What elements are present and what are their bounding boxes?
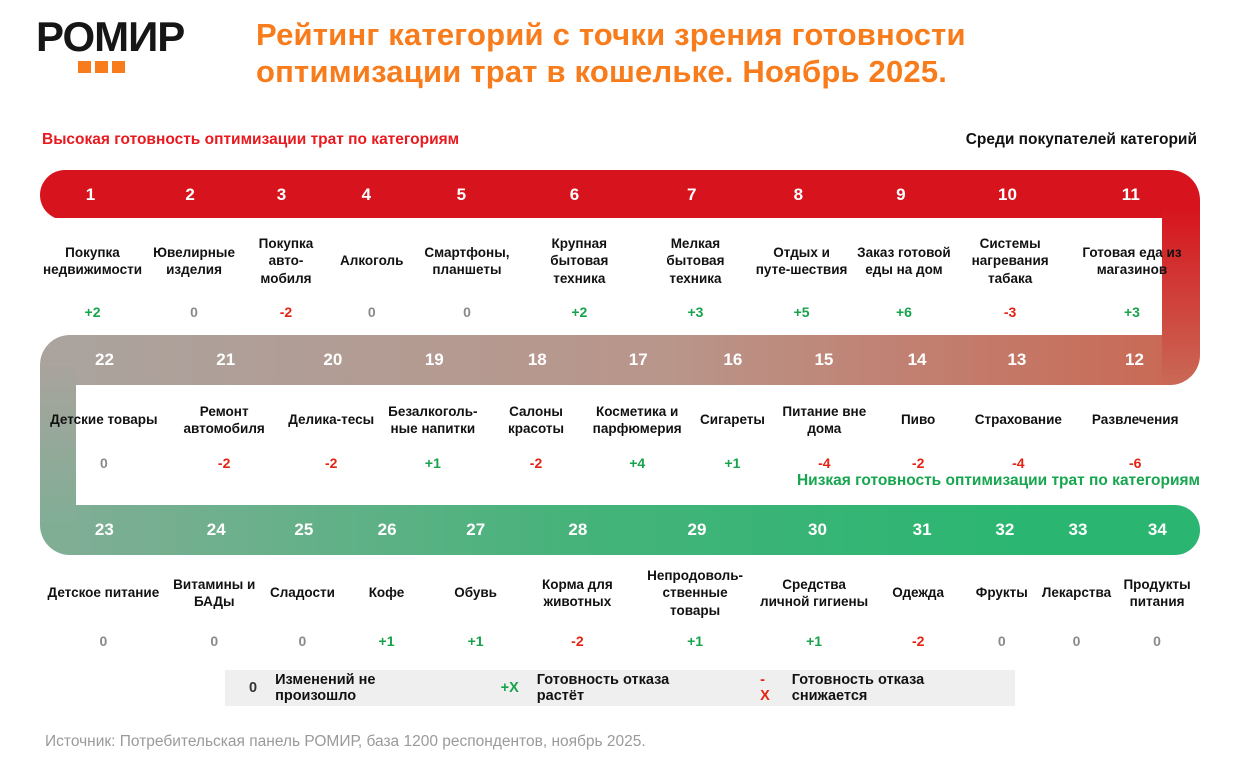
category-change: 0	[99, 455, 108, 471]
category-change: 0	[463, 304, 471, 320]
rank-number: 23	[94, 520, 114, 539]
category-change: +1	[687, 633, 704, 649]
logo-dot-icon	[78, 61, 91, 73]
category-label: Питание вне дома	[782, 403, 867, 436]
among-buyers-label: Среди покупателей категорий	[965, 131, 1197, 148]
category-cell	[639, 225, 751, 320]
rank-number: 14	[907, 350, 927, 369]
category-change: -4	[818, 455, 831, 471]
category-change: 0	[1153, 633, 1161, 649]
category-label: Отдых и путе-шествия	[755, 244, 848, 277]
category-cell	[956, 225, 1064, 320]
category-change: -2	[571, 633, 584, 649]
category-label: Обувь	[454, 585, 497, 601]
category-change: -4	[1012, 455, 1025, 471]
legend-bar	[225, 670, 1015, 706]
category-cell	[779, 392, 870, 471]
low-readiness-label: Низкая готовность оптимизации трат по категориям	[796, 472, 1200, 489]
category-change: +1	[378, 633, 395, 649]
rank-number: 19	[424, 350, 444, 369]
category-cell	[870, 392, 966, 471]
category-cell	[167, 560, 262, 649]
category-change: -2	[217, 455, 231, 471]
rank-number: 2	[185, 185, 195, 204]
rank-number: 1	[85, 185, 96, 204]
legend-symbol: 0	[249, 680, 258, 696]
category-label: Фрукты	[975, 585, 1028, 601]
logo-dot-icon	[95, 61, 108, 73]
category-label: Страхование	[974, 412, 1062, 428]
category-label: Крупная бытовая техника	[550, 236, 609, 286]
logo-dot-icon	[112, 61, 125, 73]
category-label: Детские товары	[50, 412, 158, 428]
rank-number: 22	[95, 350, 114, 369]
category-label: Пиво	[900, 412, 936, 428]
rank-numbers-row-3	[40, 505, 1200, 555]
category-label: Покупка недвижимости	[43, 244, 142, 277]
category-label: Алкоголь	[340, 253, 404, 269]
category-change: 0	[190, 304, 198, 320]
romir-logo-text: РОМИР	[36, 13, 185, 60]
rank-number: 29	[687, 520, 707, 539]
category-label: Смартфоны, планшеты	[424, 244, 510, 277]
category-cell	[1064, 225, 1200, 320]
category-cell	[1039, 560, 1114, 649]
page-title	[256, 16, 1206, 90]
category-change: -6	[1128, 455, 1142, 471]
category-change: -2	[324, 455, 338, 471]
category-label: Кофе	[368, 585, 405, 601]
rank-numbers-row-1	[40, 170, 1200, 220]
category-cell	[966, 392, 1070, 471]
rank-numbers-row-2	[40, 335, 1200, 385]
category-change: +1	[724, 455, 741, 471]
rank-number: 9	[896, 185, 906, 204]
category-cell	[145, 225, 243, 320]
category-label: Косметика и парфюмерия	[592, 403, 682, 436]
rank-number: 10	[998, 185, 1017, 204]
category-label: Делика-тесы	[288, 412, 375, 428]
legend-text: Изменений не произошло	[275, 672, 376, 704]
category-change: -2	[279, 304, 293, 320]
category-cell	[40, 225, 145, 320]
legend-symbol: +X	[500, 680, 519, 696]
category-cell	[40, 560, 167, 649]
rank-number: 16	[723, 350, 743, 369]
category-change: 0	[997, 633, 1006, 649]
category-change: +1	[806, 633, 823, 649]
rank-number: 7	[687, 185, 697, 204]
category-label: Лекарства	[1041, 585, 1112, 601]
rank-number: 26	[377, 520, 397, 539]
category-change: +3	[1123, 304, 1140, 320]
category-cell	[757, 560, 872, 649]
category-cell	[634, 560, 757, 649]
category-cell	[343, 560, 430, 649]
rank-number: 6	[569, 185, 580, 204]
category-cell	[519, 225, 639, 320]
category-label: Витамины и БАДы	[173, 576, 256, 609]
category-cell	[752, 225, 852, 320]
category-cell	[382, 392, 484, 471]
category-label: Сигареты	[700, 412, 765, 428]
category-cell	[281, 392, 382, 471]
rank-number: 17	[628, 350, 648, 369]
category-label: Покупка авто-мобиля	[258, 236, 314, 286]
rank-number: 13	[1007, 350, 1027, 369]
category-label: Детское питание	[47, 585, 160, 601]
category-label: Безалкоголь-ные напитки	[388, 403, 478, 436]
category-cell	[1114, 560, 1200, 649]
category-cell	[1070, 392, 1200, 471]
rank-number: 4	[361, 185, 372, 204]
page-title-line1: Рейтинг категорий с точки зрения готовности	[256, 17, 966, 52]
category-cell	[484, 392, 588, 471]
legend-item	[760, 672, 991, 704]
source-note: Источник: Потребительская панель РОМИР, база 1200 респондентов, ноябрь 2025.	[45, 733, 646, 750]
rank-number: 12	[1125, 350, 1144, 369]
rank-number: 3	[276, 185, 287, 204]
category-cell	[243, 225, 329, 320]
category-cell	[168, 392, 281, 471]
rank-number: 11	[1121, 185, 1140, 204]
category-cell	[430, 560, 521, 649]
category-change: +2	[571, 304, 588, 320]
category-change: -2	[529, 455, 543, 471]
rank-number: 21	[216, 350, 236, 369]
categories-row-1	[40, 225, 1200, 320]
category-change: 0	[1072, 633, 1081, 649]
category-label: Одежда	[892, 585, 945, 601]
category-cell	[965, 560, 1039, 649]
high-readiness-label: Высокая готовность оптимизации трат по категориям	[42, 131, 460, 148]
rank-number: 31	[912, 520, 932, 539]
category-cell	[40, 392, 168, 471]
rank-number: 32	[995, 520, 1015, 539]
rank-number: 34	[1147, 520, 1167, 539]
page-title-line2: оптимизации трат в кошельке. Ноябрь 2025.	[256, 54, 948, 90]
category-label: Готовая еда из магазинов	[1082, 244, 1182, 277]
category-change: 0	[298, 633, 307, 649]
categories-row-3	[40, 560, 1200, 649]
category-cell	[329, 225, 415, 320]
rank-number: 28	[568, 520, 588, 539]
category-label: Продукты питания	[1123, 576, 1191, 609]
category-cell	[521, 560, 633, 649]
category-change: +6	[895, 304, 912, 320]
rank-number: 33	[1068, 520, 1088, 539]
rank-number: 25	[294, 520, 314, 539]
category-cell	[262, 560, 343, 649]
category-label: Сладости	[269, 585, 335, 601]
romir-logo-dots-icon	[78, 61, 184, 73]
rank-number: 30	[808, 520, 827, 539]
legend-text: Готовность отказа растёт	[536, 672, 670, 704]
category-label: Непродоволь-ственные товары	[647, 568, 744, 618]
rank-number: 15	[814, 350, 834, 369]
category-change: +2	[84, 304, 101, 320]
category-label: Системы нагревания табака	[971, 236, 1049, 286]
category-change: +1	[467, 633, 484, 649]
category-change: -2	[911, 633, 925, 649]
category-change: -3	[1003, 304, 1017, 320]
category-cell	[686, 392, 778, 471]
legend-item	[501, 672, 709, 704]
romir-logo	[36, 13, 185, 73]
category-cell	[852, 225, 957, 320]
ranking-snake	[40, 170, 1200, 670]
category-change: +1	[424, 455, 441, 471]
category-label: Салоны красоты	[507, 403, 565, 436]
categories-row-2	[40, 392, 1200, 471]
legend-symbol: -X	[760, 672, 770, 704]
rank-number: 24	[206, 520, 226, 539]
category-change: +3	[687, 304, 704, 320]
legend-text: Готовность отказа снижается	[791, 672, 925, 704]
category-change: +5	[793, 304, 810, 320]
category-label: Ювелирные изделия	[153, 244, 235, 277]
category-change: 0	[210, 633, 219, 649]
category-cell	[872, 560, 965, 649]
category-change: -2	[911, 455, 925, 471]
category-change: +4	[629, 455, 646, 471]
category-label: Ремонт автомобиля	[183, 403, 265, 436]
legend-item	[249, 672, 449, 704]
category-cell	[588, 392, 686, 471]
category-change: 0	[99, 633, 108, 649]
category-cell	[415, 225, 520, 320]
category-change: 0	[367, 304, 376, 320]
rank-number: 8	[793, 185, 804, 204]
category-label: Корма для животных	[542, 576, 613, 609]
rank-number: 5	[456, 185, 467, 204]
rank-number: 20	[323, 350, 343, 369]
category-label: Средства личной гигиены	[760, 576, 869, 609]
rank-number: 18	[527, 350, 547, 369]
rank-number: 27	[466, 520, 486, 539]
category-label: Развлечения	[1091, 412, 1179, 428]
category-label: Мелкая бытовая техника	[666, 236, 725, 286]
category-label: Заказ готовой еды на дом	[857, 244, 951, 277]
